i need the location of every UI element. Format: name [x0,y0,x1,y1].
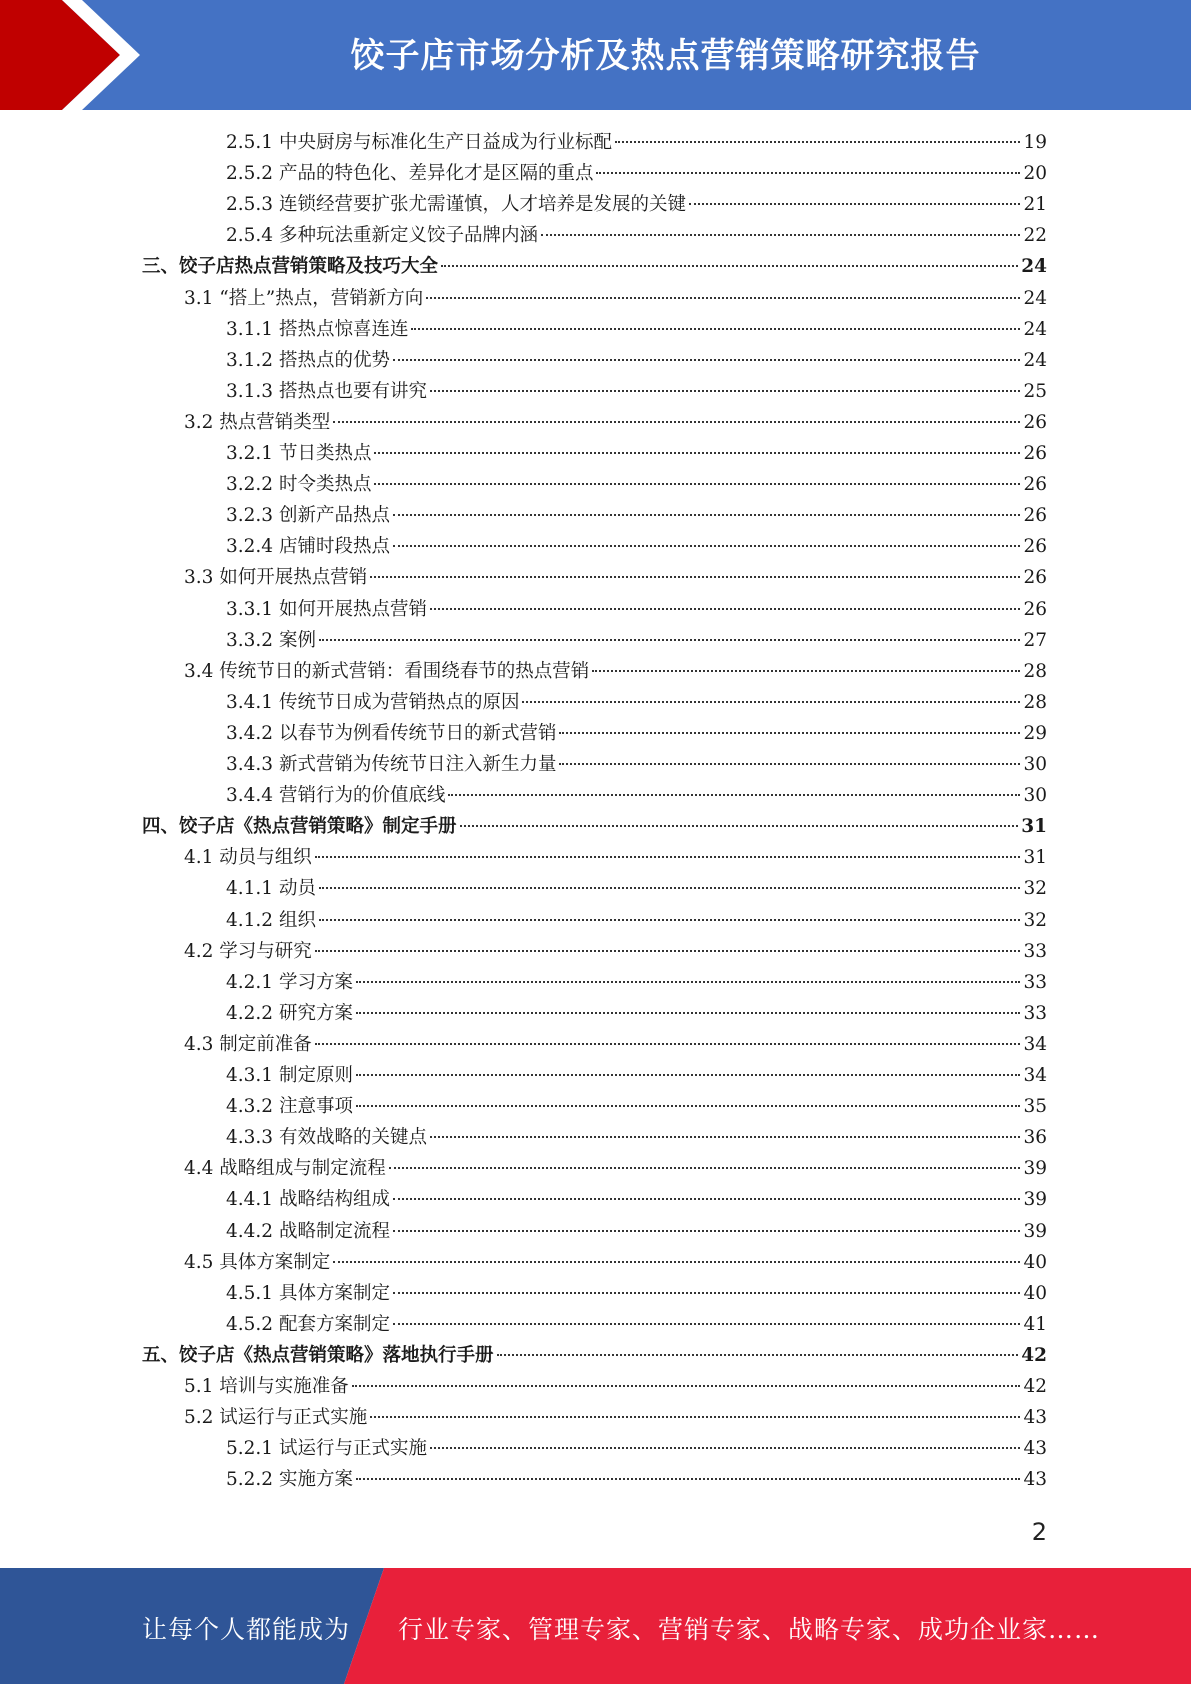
toc-entry-label: 3.4.4 营销行为的价值底线 [226,785,446,807]
toc-entry-label: 4.4.1 战略结构组成 [226,1189,390,1211]
toc-dot-leader [448,794,1020,796]
toc-entry-label: 3.3.1 如何开展热点营销 [226,598,427,620]
toc-entry[interactable] [226,1279,1047,1310]
toc-entry[interactable] [226,315,1047,346]
toc-entry[interactable] [226,1465,1047,1496]
toc-entry-label: 5.2.2 实施方案 [226,1469,353,1491]
toc-dot-leader [356,1105,1021,1107]
toc-entry-label: 2.5.1 中央厨房与标准化生产日益成为行业标配 [226,132,612,153]
toc-entry-label: 4.2.2 研究方案 [226,1002,353,1024]
toc-entry-page: 34 [1023,1033,1047,1055]
page-footer [0,1568,1191,1684]
toc-entry-page: 19 [1023,132,1047,153]
toc-entry-page: 30 [1023,754,1047,775]
toc-entry-label: 3.3.2 案例 [226,629,316,651]
toc-entry-label: 2.5.4 多种玩法重新定义饺子品牌内涵 [226,225,538,247]
toc-entry-label: 3.4.2 以春节为例看传统节日的新式营销 [226,722,557,744]
toc-entry[interactable] [184,563,1047,594]
toc-entry-label: 4.5.2 配套方案制定 [226,1313,390,1335]
toc-entry-page: 29 [1023,722,1047,744]
toc-entry[interactable] [226,128,1047,159]
toc-entry[interactable] [184,1248,1047,1279]
toc-dot-leader [430,390,1020,392]
toc-entry-page: 40 [1023,1282,1047,1304]
toc-entry-page: 26 [1023,443,1047,464]
toc-entry-page: 39 [1023,1158,1047,1180]
toc-dot-leader [393,359,1020,361]
toc-entry[interactable] [226,190,1047,221]
toc-entry-page: 36 [1023,1127,1047,1149]
toc-entry[interactable] [226,470,1047,501]
toc-entry-page: 31 [1021,816,1047,838]
toc-entry[interactable] [184,843,1047,874]
toc-entry-label: 5.2.1 试运行与正式实施 [226,1438,427,1460]
toc-entry[interactable] [184,657,1047,688]
toc-entry[interactable] [226,688,1047,719]
toc-dot-leader [370,1416,1020,1418]
toc-entry-page: 26 [1023,411,1047,433]
toc-entry-page: 43 [1023,1407,1047,1429]
toc-dot-leader [319,639,1021,641]
toc-entry-label: 4.2 学习与研究 [184,940,312,962]
toc-entry-label: 4.3 制定前准备 [184,1033,312,1055]
toc-entry-page: 42 [1023,1376,1047,1397]
toc-entry[interactable] [184,1154,1047,1185]
toc-dot-leader [393,1198,1020,1200]
toc-dot-leader [356,1012,1021,1014]
report-title: 饺子店市场分析及热点营销策略研究报告 [350,36,981,76]
footer-slogan-right: 行业专家、管理专家、营销专家、战略专家、成功企业家…… [398,1615,1101,1644]
toc-dot-leader [333,421,1020,423]
toc-entry[interactable] [142,812,1047,843]
toc-entry[interactable] [184,408,1047,439]
toc-entry-label: 4.5 具体方案制定 [184,1251,331,1273]
toc-entry-label: 4.3.3 有效战略的关键点 [226,1127,427,1149]
toc-entry-page: 41 [1023,1313,1047,1335]
toc-entry-label: 3.2.1 节日类热点 [226,443,372,464]
toc-dot-leader [522,701,1020,703]
toc-entry[interactable] [226,1310,1047,1341]
toc-entry-page: 33 [1023,940,1047,962]
toc-entry-page: 24 [1021,256,1047,278]
toc-entry-label: 4.1.2 组织 [226,909,316,931]
toc-entry-page: 32 [1023,909,1047,931]
toc-entry[interactable] [226,221,1047,252]
toc-entry[interactable] [142,252,1047,283]
toc-dot-leader [370,576,1020,578]
toc-entry-label: 3.3 如何开展热点营销 [184,567,368,589]
toc-entry[interactable] [226,1217,1047,1248]
toc-entry-page: 28 [1023,660,1047,682]
toc-entry[interactable] [226,750,1047,781]
toc-entry[interactable] [226,1061,1047,1092]
toc-entry-label: 3.4 传统节日的新式营销：看围绕春节的热点营销 [184,660,590,682]
toc-entry-page: 24 [1023,318,1047,340]
toc-entry-label: 3.1.1 搭热点惊喜连连 [226,318,409,340]
toc-dot-leader [319,919,1021,921]
toc-entry-label: 4.1.1 动员 [226,878,316,900]
toc-dot-leader [374,483,1020,485]
toc-entry-page: 43 [1023,1438,1047,1460]
toc-entry-label: 3.4.1 传统节日成为营销热点的原因 [226,691,520,713]
toc-dot-leader [411,328,1020,330]
toc-entry-label: 四、饺子店《热点营销策略》制定手册 [142,816,457,838]
toc-entry-page: 40 [1023,1251,1047,1273]
toc-dot-leader [393,545,1020,547]
toc-entry[interactable] [142,1341,1047,1372]
toc-dot-leader [430,1136,1020,1138]
toc-entry-page: 39 [1023,1189,1047,1211]
toc-entry[interactable] [184,937,1047,968]
toc-dot-leader [596,172,1020,174]
toc-entry-label: 3.1 “搭上”热点，营销新方向 [184,287,424,309]
toc-entry-label: 3.4.3 新式营销为传统节日注入新生力量 [226,754,557,775]
toc-dot-leader [559,732,1020,734]
toc-entry-label: 3.2.4 店铺时段热点 [226,536,390,558]
toc-dot-leader [315,1043,1021,1045]
toc-entry-page: 24 [1023,287,1047,309]
toc-entry-label: 3.1.3 搭热点也要有讲究 [226,380,427,402]
toc-entry[interactable] [226,906,1047,937]
toc-dot-leader [426,297,1020,299]
toc-entry[interactable] [226,439,1047,470]
toc-dot-leader [441,265,1018,267]
toc-entry[interactable] [226,532,1047,563]
toc-entry-page: 43 [1023,1469,1047,1491]
toc-dot-leader [352,1385,1021,1387]
toc-entry[interactable] [226,626,1047,657]
toc-entry[interactable] [226,1123,1047,1154]
toc-entry-label: 2.5.2 产品的特色化、差异化才是区隔的重点 [226,163,594,185]
toc-dot-leader [389,1167,1021,1169]
toc-entry[interactable] [184,1403,1047,1434]
toc-entry-label: 2.5.3 连锁经营要扩张尤需谨慎，人才培养是发展的关键 [226,194,686,216]
toc-entry-label: 3.2.3 创新产品热点 [226,505,390,527]
toc-dot-leader [497,1354,1019,1356]
toc-entry-label: 3.1.2 搭热点的优势 [226,349,390,371]
toc-entry[interactable] [226,595,1047,626]
toc-entry[interactable] [226,968,1047,999]
toc-entry-page: 33 [1023,971,1047,993]
toc-entry[interactable] [226,1434,1047,1465]
toc-entry-page: 39 [1023,1220,1047,1242]
toc-dot-leader [356,1074,1021,1076]
page-header [0,0,1191,110]
toc-entry[interactable] [226,1185,1047,1216]
toc-entry[interactable] [226,346,1047,377]
toc-entry-page: 22 [1023,225,1047,247]
toc-entry[interactable] [226,1092,1047,1123]
toc-entry[interactable] [184,1372,1047,1403]
toc-dot-leader [356,1478,1021,1480]
toc-dot-leader [541,234,1020,236]
toc-entry-label: 5.2 试运行与正式实施 [184,1407,368,1429]
toc-dot-leader [430,1447,1020,1449]
page-number: 2 [1031,1518,1047,1546]
toc-dot-leader [374,452,1020,454]
toc-dot-leader [430,608,1020,610]
toc-entry-label: 三、饺子店热点营销策略及技巧大全 [142,256,439,278]
toc-dot-leader [615,141,1020,143]
toc-dot-leader [356,981,1021,983]
toc-entry-label: 4.4.2 战略制定流程 [226,1220,390,1242]
toc-entry-page: 27 [1023,629,1047,651]
toc-entry[interactable] [226,159,1047,190]
toc-entry[interactable] [226,719,1047,750]
toc-dot-leader [592,670,1020,672]
toc-entry-label: 5.1 培训与实施准备 [184,1376,349,1397]
toc-dot-leader [333,1261,1020,1263]
toc-dot-leader [393,1230,1020,1232]
toc-entry[interactable] [226,781,1047,812]
toc-entry-page: 26 [1023,567,1047,589]
toc-entry-label: 4.2.1 学习方案 [226,971,353,993]
toc-dot-leader [460,825,1019,827]
toc-entry-page: 28 [1023,691,1047,713]
toc-dot-leader [315,950,1021,952]
toc-dot-leader [315,856,1021,858]
toc-entry[interactable] [184,1030,1047,1061]
toc-entry[interactable] [184,284,1047,315]
toc-dot-leader [393,1292,1020,1294]
toc-entry-label: 五、饺子店《热点营销策略》落地执行手册 [142,1344,494,1366]
toc-entry-page: 26 [1023,536,1047,558]
toc-entry-label: 4.5.1 具体方案制定 [226,1282,390,1304]
toc-entry-page: 31 [1023,847,1047,869]
toc-entry-page: 26 [1023,474,1047,496]
toc-dot-leader [393,514,1020,516]
toc-entry-page: 26 [1023,598,1047,620]
header-arrow-graphic [0,0,160,110]
toc-entry-page: 32 [1023,878,1047,900]
toc-dot-leader [393,1323,1020,1325]
toc-entry-page: 20 [1023,163,1047,185]
toc-entry-page: 30 [1023,785,1047,807]
toc-entry-page: 25 [1023,380,1047,402]
toc-entry-label: 3.2.2 时令类热点 [226,474,372,496]
toc-entry[interactable] [226,377,1047,408]
toc-entry-page: 24 [1023,349,1047,371]
toc-entry-label: 4.3.2 注意事项 [226,1096,353,1118]
toc-dot-leader [689,203,1020,205]
toc-dot-leader [319,887,1021,889]
toc-entry-page: 35 [1023,1096,1047,1118]
toc-entry-label: 3.2 热点营销类型 [184,411,331,433]
toc-entry[interactable] [226,999,1047,1030]
toc-entry-label: 4.3.1 制定原则 [226,1065,353,1086]
toc-entry-page: 21 [1023,194,1047,216]
toc-entry[interactable] [226,501,1047,532]
footer-slogan-left: 让每个人都能成为 [142,1615,351,1644]
toc-entry-page: 42 [1021,1344,1047,1366]
toc-entry-label: 4.1 动员与组织 [184,847,312,869]
toc-entry-page: 33 [1023,1002,1047,1024]
toc-entry-page: 34 [1023,1065,1047,1086]
toc-entry-label: 4.4 战略组成与制定流程 [184,1158,386,1180]
toc-entry-page: 26 [1023,505,1047,527]
toc-dot-leader [559,763,1020,765]
toc-entry[interactable] [226,874,1047,905]
